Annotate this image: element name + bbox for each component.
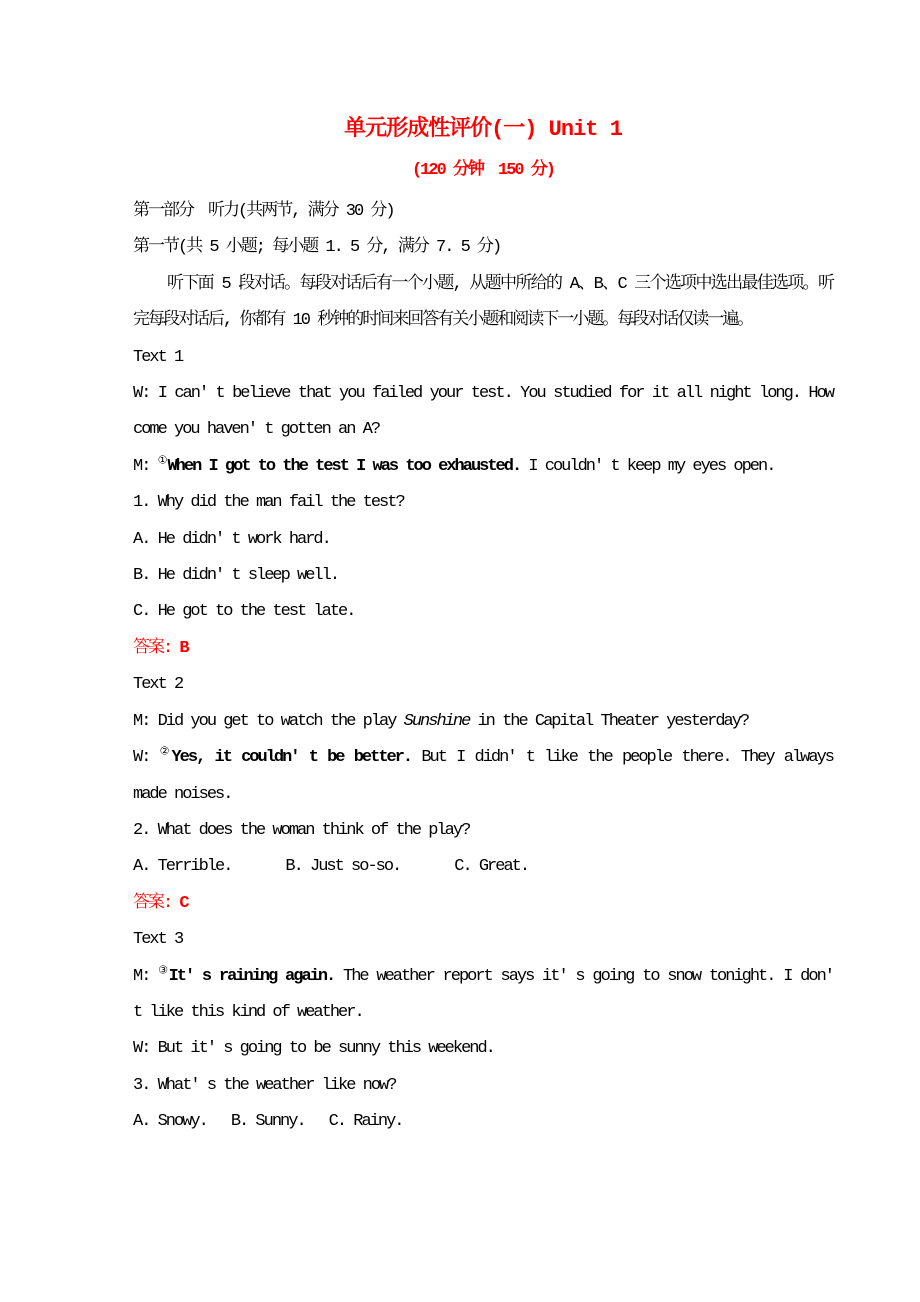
text1-man-speaker: M: bbox=[133, 456, 158, 476]
text2-man-prefix: M: Did you get to watch the play bbox=[133, 711, 404, 731]
footnote-marker-3: ③ bbox=[158, 964, 169, 977]
text2-woman-rest: But I didn' t like the people there. They always made noises. bbox=[133, 748, 833, 804]
question-2: 2. What does the woman think of the play? bbox=[133, 820, 470, 840]
text1-man-rest: I couldn' t keep my eyes open. bbox=[520, 456, 775, 476]
question-1: 1. Why did the man fail the test? bbox=[133, 493, 404, 513]
text2-label: Text 2 bbox=[133, 675, 183, 695]
question-3-options bbox=[133, 1104, 833, 1140]
text3-man-speaker: M: bbox=[133, 966, 159, 986]
text1-woman-line: W: I can' t believe that you failed your test. You studied for it all night long. How come you haven' t gotten an A? bbox=[133, 384, 833, 440]
text2-woman-key-sentence: Yes, it couldn' t be better. bbox=[171, 748, 412, 768]
question-3-option-a: A. Snowy. bbox=[133, 1112, 207, 1132]
play-title-italic: Sunshine bbox=[403, 711, 470, 731]
text3-man-line bbox=[133, 959, 833, 1032]
question-2-option-b: B. Just so-so. bbox=[285, 857, 401, 877]
answer-label-1: 答案: bbox=[133, 638, 180, 658]
question-3-option-b: B. Sunny. bbox=[230, 1112, 305, 1132]
text2-woman-speaker: W: bbox=[133, 748, 160, 768]
question-1-option-c: C. He got to the test late. bbox=[133, 602, 355, 622]
question-1-option-a: A. He didn' t work hard. bbox=[133, 529, 330, 549]
answer-line-2 bbox=[133, 886, 833, 922]
answer-label-2: 答案: bbox=[133, 893, 180, 913]
text1-label: Text 1 bbox=[133, 347, 183, 367]
text1-man-line bbox=[133, 449, 833, 485]
question-3: 3. What' s the weather like now? bbox=[133, 1075, 396, 1095]
answer-value-1: B bbox=[179, 638, 188, 658]
footnote-marker-1: ① bbox=[157, 455, 168, 468]
text3-man-key-sentence: It' s raining again. bbox=[168, 966, 335, 986]
text3-woman-line: W: But it' s going to be sunny this weekend. bbox=[133, 1039, 494, 1059]
text3-label: Text 3 bbox=[133, 930, 183, 950]
text1-man-key-sentence: When I got to the test I was too exhausted. bbox=[167, 456, 521, 476]
question-1-option-b: B. He didn' t sleep well. bbox=[133, 566, 339, 586]
text2-man-line bbox=[133, 704, 833, 740]
part1-heading: 第一部分 听力(共两节, 满分 30 分) bbox=[133, 202, 394, 221]
page-title: 单元形成性评价(一) Unit 1 bbox=[344, 117, 622, 142]
page-subtitle: (120 分钟 150 分) bbox=[411, 161, 555, 180]
answer-value-2: C bbox=[179, 893, 188, 913]
answer-line-1 bbox=[133, 631, 833, 667]
question-3-option-c: C. Rainy. bbox=[328, 1112, 403, 1132]
listening-instructions: 听下面 5 段对话。每段对话后有一个小题, 从题中所给的 A、B、C 三个选项中选出最佳选项。听完每段对话后, 你都有 10 秒钟的时间来回答有关小题和阅读下一小题。每段对话仅读一遍。 bbox=[133, 274, 833, 331]
question-2-options bbox=[133, 849, 833, 885]
text2-woman-line bbox=[133, 740, 833, 813]
text3-man-rest: The weather report says it' s going to snow tonight. I don' t like this kind of weather. bbox=[133, 966, 833, 1022]
text2-man-suffix: in the Capital Theater yesterday? bbox=[469, 711, 749, 731]
footnote-marker-2: ② bbox=[159, 746, 172, 759]
question-2-option-c: C. Great. bbox=[454, 857, 529, 877]
question-2-option-a: A. Terrible. bbox=[133, 857, 232, 877]
section1-heading: 第一节(共 5 小题; 每小题 1. 5 分, 满分 7. 5 分) bbox=[133, 238, 501, 258]
